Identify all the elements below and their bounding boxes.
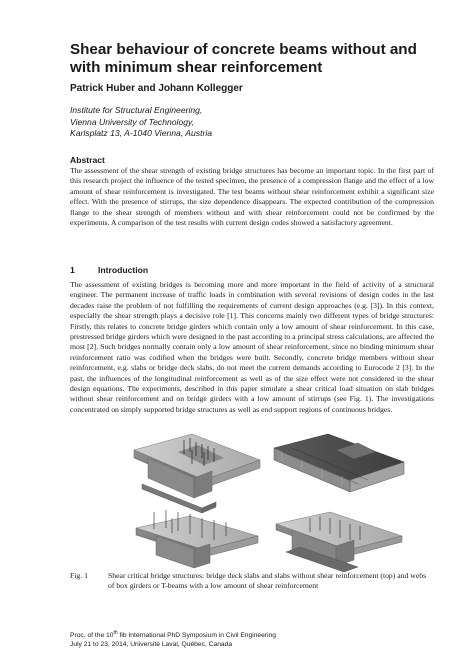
section-heading: [70, 265, 148, 275]
affiliation-line: Vienna University of Technology,: [70, 116, 195, 127]
slab-illustration: [274, 434, 404, 492]
page-footer: [70, 629, 276, 649]
figure-bridge-structures: [132, 432, 408, 574]
t-beam-illustration: [136, 510, 258, 568]
affiliation-line: Institute for Structural Engineering,: [70, 105, 203, 115]
section-number: 1: [70, 265, 75, 275]
paper-title: Shear behaviour of concrete beams without and with minimum shear reinforcement: [70, 41, 417, 76]
box-girder-web-illustration: [276, 512, 402, 572]
section-title: Introduction: [98, 265, 149, 275]
abstract-heading: Abstract: [70, 155, 105, 165]
figure-caption-text: Shear critical bridge structures: bridge deck slabs and slabs without shear reinforcement (top) and webs of box girders or T-beams with a low amount of shear reinforcement: [108, 571, 427, 591]
authors: Patrick Huber and Johann Kollegger: [70, 83, 243, 94]
introduction-text: The assessment of existing bridges is becoming more and more important in the field of activity of a structural engineer. The permanent increase of traffic loads in combination with several revisions of design codes in the last decades raise the problem of not fulfilling the requirements of current design approaches (e.g. [3]). In this context, especially the shear strength plays a decisive role [1]. This concerns mainly two different types of bridge structures: Firstly, this relates to concrete bridge girders which contain only a low amount of shear reinforcement. In this case, prestressed bridge girders which were designed in the past according to a principal stress calculations, are affected the most [2]. Such bridges normally contain only a low amount of shear reinforcement, since no binding minimum shear reinforcement ratio was codified when the bridges were built. Secondly, concrete bridge members without shear reinforcement, e.g. slabs or bridge deck slabs, do not meet the current demands according to Eurocode 2 [3]. In the past, the influences of the longitudinal reinforcement as well as of the size effect were not considered in the shear design equations. The experiments, described in this paper simulate a shear critical load situation on slab bridges without shear reinforcement and on bridge girders with a low amount of stirrups (see Fig. 1). The investigations concentrated on simply supported bridge structures as well as end support regions of continuous bridges.: [70, 280, 434, 414]
figure-label: Fig. 1: [70, 571, 88, 580]
footer-line-2: July 21 to 23, 2014, Université Laval, Québec, Canada: [70, 640, 233, 648]
affiliation-line: Karlsplatz 13, A-1040 Vienna, Austria: [70, 128, 213, 139]
affiliation: [70, 105, 212, 140]
abstract-text: The assessment of the shear strength of existing bridge structures has become an important topic. In the first part of this research project the influence of the tested specimen, the presence of a compression flange and the effect of a low amount of shear reinforcement is investigated. The test beams without shear reinforcement exhibit a significant size effect. With the presence of stirrups, the size dependence disappears. The expected contribution of the compression flange to the shear strength of members without and with shear reinforcement could not be confirmed by the experiments. A comparison of the test results with current design codes showed a satisfactory agreement.: [70, 166, 434, 228]
box-girder-deck-illustration: [134, 434, 260, 513]
footer-line-1: Proc. of the 10th fib International PhD Symposium in Civil Engineering: [70, 630, 277, 640]
